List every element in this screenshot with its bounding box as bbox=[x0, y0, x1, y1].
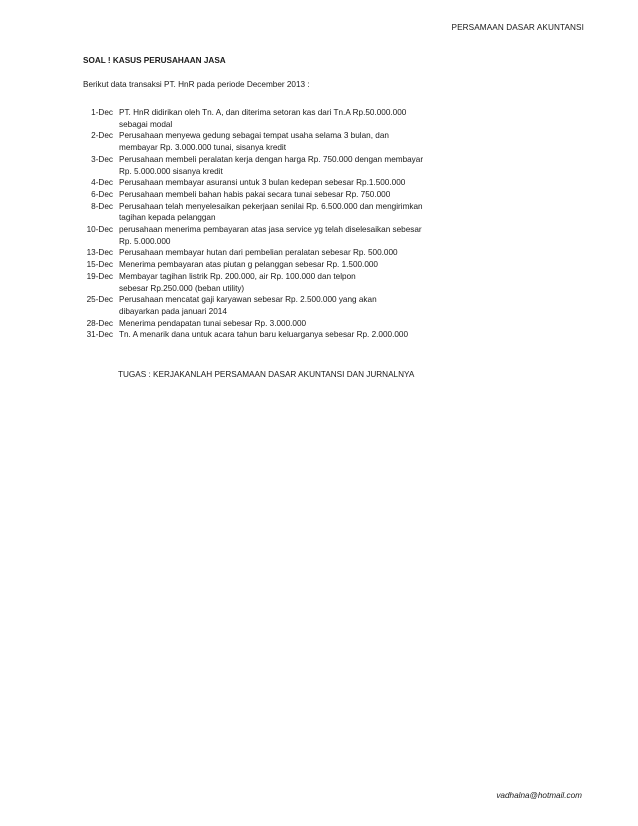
transaction-date: 6-Dec bbox=[91, 189, 113, 199]
transaction-description bbox=[119, 318, 449, 330]
transaction-date: 25-Dec bbox=[86, 295, 113, 305]
footer-email: vadhalna@hotmail.com bbox=[496, 791, 582, 800]
transaction-description bbox=[119, 294, 449, 317]
transaction-description bbox=[119, 130, 449, 153]
transaction-description-line: Perusahaan telah menyelesaikan pekerjaan senilai Rp. 6.500.000 dan mengirimkan bbox=[119, 201, 423, 211]
intro-text: Berikut data transaksi PT. HnR pada periode December 2013 : bbox=[83, 80, 310, 89]
transaction-description bbox=[119, 247, 449, 259]
transaction-description-line: Rp. 5.000.000 bbox=[119, 236, 171, 246]
transaction-row bbox=[84, 177, 484, 189]
transaction-description-line: Membayar tagihan listrik Rp. 200.000, air Rp. 100.000 dan telpon bbox=[119, 271, 356, 281]
transaction-list bbox=[84, 107, 484, 341]
transaction-description-line: perusahaan menerima pembayaran atas jasa service yg telah diselesaikan sebesar bbox=[119, 225, 422, 235]
transaction-description bbox=[119, 259, 449, 271]
transaction-description bbox=[119, 107, 449, 130]
transaction-date: 15-Dec bbox=[86, 260, 113, 270]
transaction-row bbox=[84, 201, 484, 224]
transaction-description bbox=[119, 271, 449, 294]
transaction-description-line: sebesar Rp.250.000 (beban utility) bbox=[119, 283, 245, 293]
case-title: SOAL ! KASUS PERUSAHAAN JASA bbox=[83, 56, 226, 65]
transaction-row bbox=[84, 247, 484, 259]
task-text: TUGAS : KERJAKANLAH PERSAMAAN DASAR AKUNTANSI DAN JURNALNYA bbox=[118, 370, 415, 379]
transaction-row bbox=[84, 259, 484, 271]
transaction-row bbox=[84, 130, 484, 153]
transaction-date: 8-Dec bbox=[91, 201, 113, 211]
transaction-description-line: PT. HnR didirikan oleh Tn. A, dan diterima setoran kas dari Tn.A Rp.50.000.000 bbox=[119, 108, 407, 117]
transaction-description-line: Tn. A menarik dana untuk acara tahun baru keluarganya sebesar Rp. 2.000.000 bbox=[119, 330, 409, 340]
transaction-row bbox=[84, 107, 484, 130]
transaction-description-line: Perusahaan mencatat gaji karyawan sebesar Rp. 2.500.000 yang akan bbox=[119, 295, 377, 305]
transaction-description-line: Menerima pembayaran atas piutan g pelanggan sebesar Rp. 1.500.000 bbox=[119, 260, 378, 270]
transaction-description-line: tagihan kepada pelanggan bbox=[119, 213, 216, 223]
transaction-date: 28-Dec bbox=[86, 318, 113, 328]
transaction-description bbox=[119, 201, 449, 224]
transaction-row bbox=[84, 318, 484, 330]
transaction-description bbox=[119, 224, 449, 247]
transaction-date: 3-Dec bbox=[91, 154, 113, 164]
transaction-description-line: Perusahaan membeli peralatan kerja dengan harga Rp. 750.000 dengan membayar bbox=[119, 154, 424, 164]
transaction-row bbox=[84, 189, 484, 201]
transaction-description-line: membayar Rp. 3.000.000 tunai, sisanya kredit bbox=[119, 143, 287, 153]
transaction-row bbox=[84, 294, 484, 317]
transaction-row bbox=[84, 271, 484, 294]
transaction-description bbox=[119, 329, 449, 341]
transaction-row bbox=[84, 154, 484, 177]
transaction-date: 4-Dec bbox=[91, 178, 113, 188]
transaction-row bbox=[84, 329, 484, 341]
transaction-description-line: sebagai modal bbox=[119, 119, 173, 129]
transaction-description-line: dibayarkan pada januari 2014 bbox=[119, 306, 227, 316]
transaction-description bbox=[119, 189, 449, 201]
transaction-description-line: Perusahaan menyewa gedung sebagai tempat usaha selama 3 bulan, dan bbox=[119, 131, 389, 141]
transaction-description bbox=[119, 177, 449, 189]
transaction-description-line: Rp. 5.000.000 sisanya kredit bbox=[119, 166, 223, 176]
transaction-description bbox=[119, 154, 449, 177]
transaction-description-line: Perusahaan membayar hutan dari pembelian peralatan sebesar Rp. 500.000 bbox=[119, 248, 398, 258]
transaction-row bbox=[84, 224, 484, 247]
transaction-date: 1-Dec bbox=[91, 108, 113, 117]
transaction-date: 19-Dec bbox=[86, 271, 113, 281]
transaction-date: 31-Dec bbox=[86, 330, 113, 340]
transaction-date: 2-Dec bbox=[91, 131, 113, 141]
transaction-description-line: Perusahaan membeli bahan habis pakai secara tunai sebesar Rp. 750.000 bbox=[119, 189, 391, 199]
page-header: PERSAMAAN DASAR AKUNTANSI bbox=[451, 23, 584, 32]
transaction-description-line: Menerima pendapatan tunai sebesar Rp. 3.000.000 bbox=[119, 318, 307, 328]
transaction-description-line: Perusahaan membayar asuransi untuk 3 bulan kedepan sebesar Rp.1.500.000 bbox=[119, 178, 406, 188]
transaction-date: 13-Dec bbox=[86, 248, 113, 258]
transaction-date: 10-Dec bbox=[86, 225, 113, 235]
